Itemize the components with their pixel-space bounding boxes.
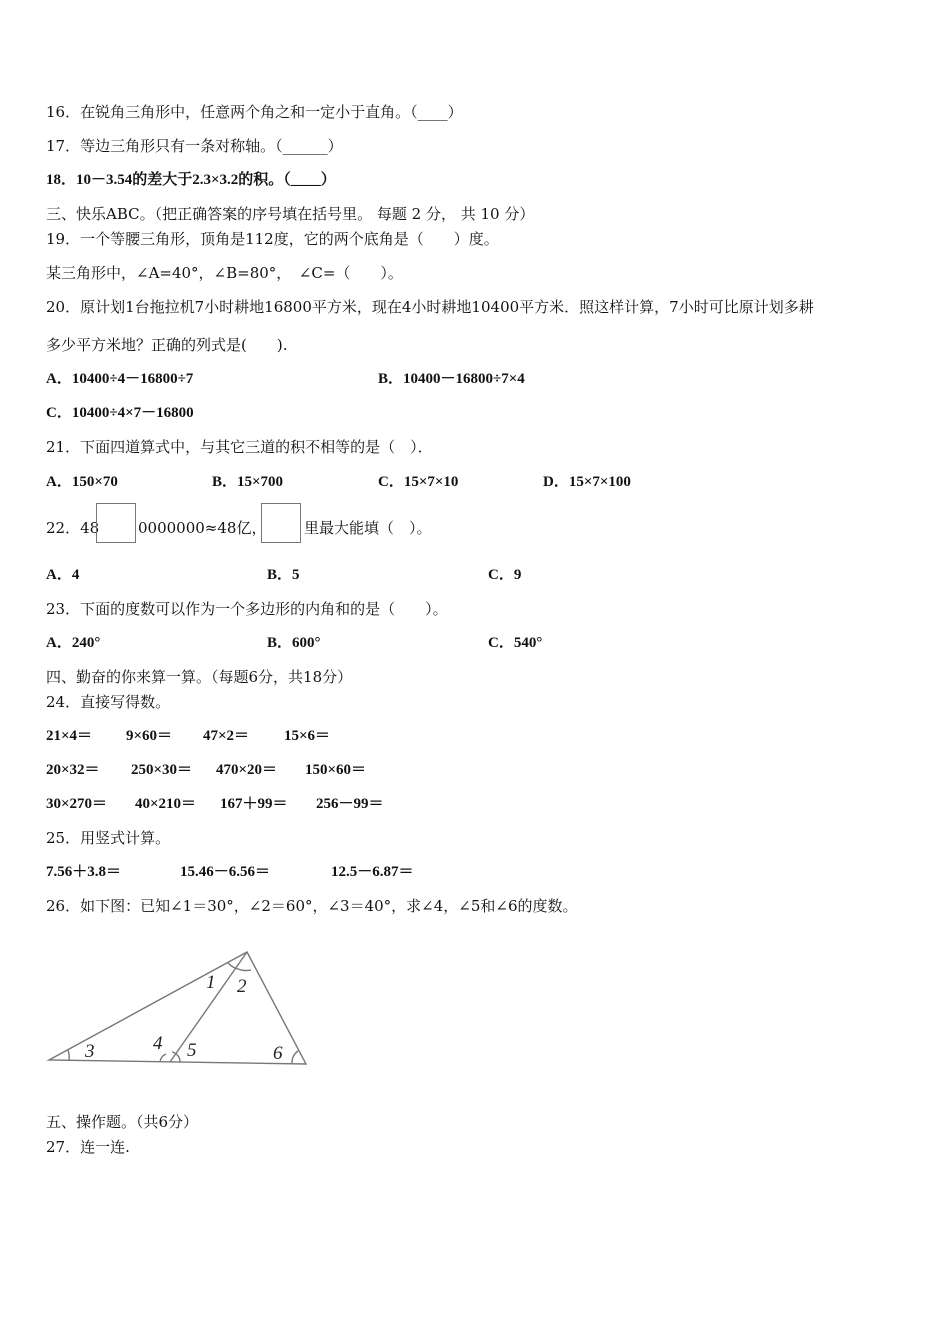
- calc-item: 15×6＝: [284, 728, 331, 744]
- option-22-c: C．9: [488, 567, 522, 583]
- option-21-d: D．15×7×100: [543, 474, 631, 490]
- option-20-b: B．10400－16800÷7×4: [378, 371, 525, 387]
- option-21-a: A．150×70: [46, 474, 118, 490]
- calc-item: 47×2＝: [203, 728, 250, 744]
- angle-label-5: 5: [187, 1040, 197, 1061]
- question-22-prefix: 22．48: [46, 519, 100, 537]
- option-20-a: A．10400÷4－16800÷7: [46, 371, 194, 387]
- section-4-heading: 四、勤奋的你来算一算。（每题6分，共18分）: [46, 668, 353, 686]
- calc-item: 167＋99＝: [220, 796, 288, 812]
- angle-3-arc: [68, 1050, 69, 1060]
- angle-label-3: 3: [85, 1041, 95, 1062]
- option-23-a: A．240°: [46, 635, 101, 651]
- calc-item: 40×210＝: [135, 796, 197, 812]
- angle-label-6: 6: [273, 1043, 283, 1064]
- option-22-a: A．4: [46, 567, 80, 583]
- question-19-part-1: 19．一个等腰三角形，顶角是112度，它的两个底角是（ ）度。: [46, 230, 499, 248]
- question-21: 21．下面四道算式中，与其它三道的积不相等的是（ ）．: [46, 438, 433, 456]
- question-19-part-2: 某三角形中，∠A=40°，∠B=80°， ∠C=（ ）。: [46, 264, 403, 282]
- question-22-suffix: 里最大能填（ ）。: [304, 519, 432, 537]
- question-24: 24．直接写得数。: [46, 693, 171, 711]
- calc-item: 30×270＝: [46, 796, 108, 812]
- question-22-middle: 0000000≈48亿，: [138, 519, 267, 537]
- vertical-calc-item: 12.5－6.87＝: [331, 864, 414, 880]
- question-27: 27．连一连.: [46, 1138, 130, 1156]
- question-16: 16．在锐角三角形中，任意两个角之和一定小于直角。（____）: [46, 103, 463, 121]
- angle-6-arc: [292, 1051, 298, 1063]
- calc-item: 150×60＝: [305, 762, 367, 778]
- angle-2-arc: [238, 969, 251, 971]
- angle-label-1: 1: [206, 972, 216, 993]
- calc-item: 256－99＝: [316, 796, 384, 812]
- option-20-c: C．10400÷4×7－16800: [46, 405, 194, 421]
- calc-item: 20×32＝: [46, 762, 100, 778]
- question-26: 26．如下图：已知∠1＝30°，∠2＝60°，∠3＝40°，求∠4，∠5和∠6的度数。: [46, 897, 578, 915]
- calc-item: 250×30＝: [131, 762, 193, 778]
- option-23-b: B．600°: [267, 635, 321, 651]
- question-20-line-2: 多少平方米地？正确的列式是( ).: [46, 336, 288, 354]
- question-25: 25．用竖式计算。: [46, 829, 171, 847]
- vertical-calc-item: 15.46－6.56＝: [180, 864, 271, 880]
- angle-label-4: 4: [153, 1033, 163, 1054]
- option-23-c: C．540°: [488, 635, 543, 651]
- angle-label-2: 2: [237, 976, 247, 997]
- section-3-heading: 三、快乐ABC。（把正确答案的序号填在括号里。 每题 2 分， 共 10 分）: [46, 205, 535, 223]
- question-23: 23．下面的度数可以作为一个多边形的内角和的是（ ）。: [46, 600, 448, 618]
- calc-item: 470×20＝: [216, 762, 278, 778]
- calc-item: 21×4＝: [46, 728, 93, 744]
- angle-4-arc: [160, 1054, 166, 1062]
- option-21-b: B．15×700: [212, 474, 284, 490]
- vertical-calc-item: 7.56＋3.8＝: [46, 864, 122, 880]
- question-17: 17．等边三角形只有一条对称轴。（______）: [46, 137, 343, 155]
- calc-item: 9×60＝: [126, 728, 173, 744]
- section-5-heading: 五、操作题。（共6分）: [46, 1113, 199, 1131]
- question-20-line-1: 20．原计划1台拖拉机7小时耕地16800平方米，现在4小时耕地10400平方米．照这样计算，7小时可比原计划多耕: [46, 298, 814, 316]
- option-22-b: B．5: [267, 567, 300, 583]
- question-18: 18．10－3.54的差大于2.3×3.2的积。（____）: [46, 172, 336, 188]
- option-21-c: C．15×7×10: [378, 474, 459, 490]
